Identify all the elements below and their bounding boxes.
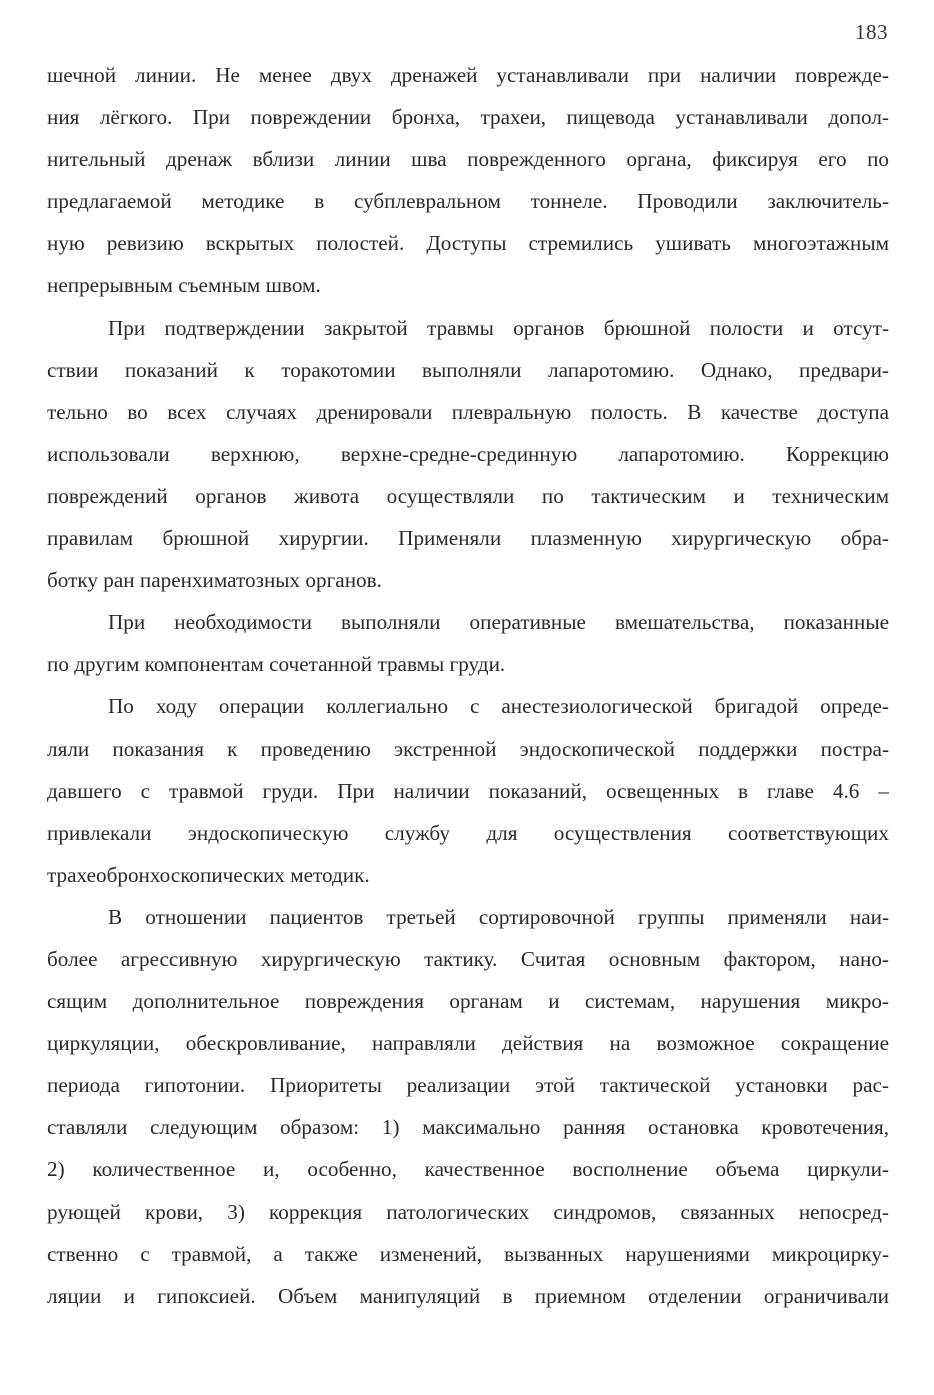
text-line: повреждений органов живота осуществляли по тактическим и техническим [47, 483, 889, 508]
text-line: ную ревизию вскрытых полостей. Доступы стремились ушивать многоэтажным [47, 231, 889, 256]
text-line: нительный дренаж вблизи линии шва поврежденного органа, фиксируя его по [47, 147, 889, 172]
text-line: привлекали эндоскопическую службу для осуществления соответствующих [47, 820, 889, 845]
text-line: В отношении пациентов третьей сортировочной группы применяли наи- [108, 904, 889, 929]
paragraph [47, 54, 889, 307]
text-line: При необходимости выполняли оперативные вмешательства, показанные [108, 610, 889, 635]
text-line: тельно во всех случаях дренировали плевральную полость. В качестве доступа [47, 399, 889, 424]
text-line: ставляли следующим образом: 1) максимально ранняя остановка кровотечения, [47, 1115, 889, 1140]
text-line: ствии показаний к торакотомии выполняли лапаротомию. Однако, предвари- [47, 357, 889, 382]
text-line: периода гипотонии. Приоритеты реализации этой тактической установки рас- [47, 1073, 889, 1098]
text-line: по другим компонентам сочетанной травмы груди. [47, 652, 506, 677]
text-line: 2) количественное и, особенно, качественное восполнение объема циркули- [47, 1157, 889, 1182]
text-line: предлагаемой методике в субплевральном тоннеле. Проводили заключитель- [47, 189, 889, 214]
text-line: правилам брюшной хирургии. Применяли плазменную хирургическую обра- [47, 526, 889, 551]
paragraph [47, 307, 889, 602]
text-line: более агрессивную хирургическую тактику. Считая основным фактором, нано- [47, 946, 889, 971]
text-line: непрерывным съемным швом. [47, 273, 321, 298]
text-line: циркуляции, обескровливание, направляли действия на возможное сокращение [47, 1031, 889, 1056]
text-line: использовали верхнюю, верхне-средне-срединную лапаротомию. Коррекцию [47, 441, 889, 466]
paragraph [47, 685, 889, 895]
text-line: шечной линии. Не менее двух дренажей устанавливали при наличии поврежде- [47, 63, 889, 87]
text-line: давшего с травмой груди. При наличии показаний, освещенных в главе 4.6 – [47, 778, 889, 803]
text-line: При подтверждении закрытой травмы органов брюшной полости и отсут- [108, 315, 889, 340]
body-text [47, 54, 889, 1317]
text-line: ляли показания к проведению экстренной эндоскопической поддержки постра- [47, 736, 889, 761]
text-line: По ходу операции коллегиально с анестезиологической бригадой опреде- [108, 694, 889, 719]
text-line: ния лёгкого. При повреждении бронха, трахеи, пищевода устанавливали допол- [47, 105, 889, 130]
text-line: ственно с травмой, а также изменений, вызванных нарушениями микроцирку- [47, 1241, 889, 1266]
text-line: трахеобронхоскопических методик. [47, 862, 370, 887]
text-line: ляции и гипоксией. Объем манипуляций в приемном отделении ограничивали [47, 1283, 889, 1308]
page-number: 183 [855, 20, 888, 44]
paragraph [47, 601, 889, 685]
paragraph [47, 896, 889, 1317]
text-line: рующей крови, 3) коррекция патологических синдромов, связанных непосред- [47, 1199, 889, 1224]
text-line: ботку ран паренхиматозных органов. [47, 568, 382, 593]
text-line: сящим дополнительное повреждения органам и системам, нарушения микро- [47, 989, 889, 1014]
